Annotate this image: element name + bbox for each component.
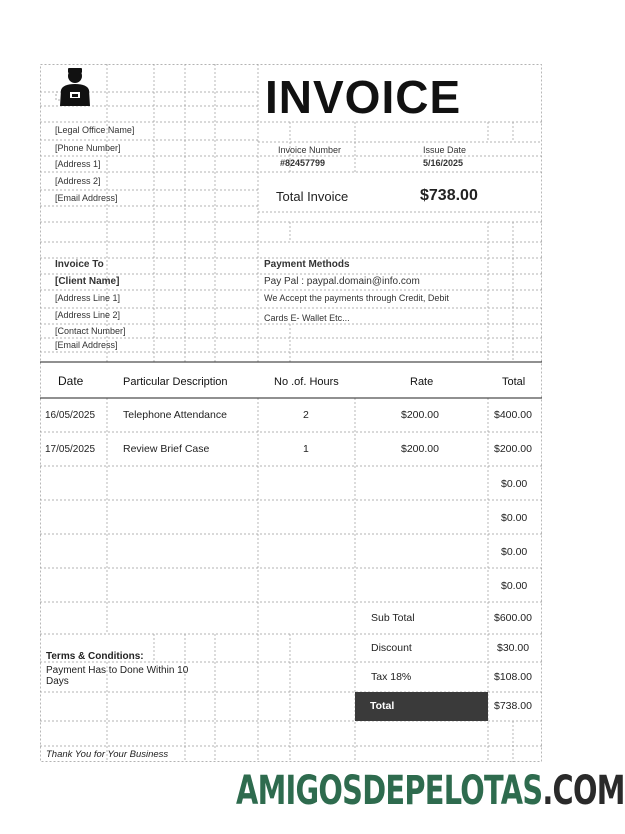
- table-row-3-total: $0.00: [501, 478, 528, 490]
- discount-label: Discount: [371, 642, 412, 654]
- table-row-6-total: $0.00: [501, 580, 528, 592]
- invoice-number-value: #82457799: [280, 158, 326, 168]
- client-email: [Email Address]: [55, 340, 118, 350]
- client-name: [Client Name]: [55, 276, 120, 287]
- total-invoice-label: Total Invoice: [276, 189, 349, 204]
- tax-value: $108.00: [494, 671, 532, 683]
- total-invoice-value: $738.00: [420, 187, 478, 204]
- payment-note-line-1: We Accept the payments through Credit, Debit: [264, 293, 449, 303]
- brand-tld: .COM: [542, 768, 625, 814]
- table-row-2-date: 17/05/2025: [45, 444, 96, 455]
- terms-heading: Terms & Conditions:: [46, 651, 144, 662]
- col-header-description: Particular Description: [123, 376, 228, 388]
- brand-watermark: [236, 768, 625, 814]
- payment-methods-heading: Payment Methods: [264, 259, 350, 270]
- paypal-info: Pay Pal : paypal.domain@info.com: [264, 276, 420, 287]
- grand-total-label: Total: [370, 700, 395, 712]
- col-header-total: Total: [502, 376, 526, 388]
- invoice-sheet: [40, 64, 542, 762]
- table-row-1-date: 16/05/2025: [45, 410, 96, 421]
- client-contact-number: [Contact Number]: [55, 326, 126, 336]
- table-row-2-rate: $200.00: [401, 443, 439, 455]
- col-header-hours: No .of. Hours: [274, 376, 339, 388]
- payment-note-line-2: Cards E- Wallet Etc...: [264, 313, 350, 323]
- tax-label: Tax 18%: [371, 671, 412, 683]
- table-row-1-rate: $200.00: [401, 409, 439, 421]
- table-row-1-desc: Telephone Attendance: [123, 409, 227, 421]
- terms-line-2: Days: [46, 676, 69, 687]
- client-address-line-1: [Address Line 1]: [55, 293, 121, 303]
- discount-value: $30.00: [497, 642, 530, 654]
- table-row-2-total: $200.00: [494, 443, 532, 455]
- issue-date-value: 5/16/2025: [423, 158, 464, 168]
- grand-total-value: $738.00: [494, 700, 532, 712]
- office-address-1: [Address 1]: [55, 159, 101, 169]
- invoice-number-label: Invoice Number: [278, 145, 342, 155]
- thank-you-note: Thank You for Your Business: [46, 749, 169, 760]
- subtotal-label: Sub Total: [371, 612, 415, 624]
- table-row-2-desc: Review Brief Case: [123, 443, 210, 455]
- invoice-to-heading: Invoice To: [55, 259, 104, 270]
- office-phone: [Phone Number]: [55, 143, 121, 153]
- office-name: [Legal Office Name]: [55, 125, 135, 135]
- subtotal-value: $600.00: [494, 612, 532, 624]
- grand-total-label-cell: [355, 692, 488, 721]
- invoice-title: INVOICE: [265, 71, 462, 123]
- office-email: [Email Address]: [55, 193, 118, 203]
- client-address-line-2: [Address Line 2]: [55, 310, 121, 320]
- office-address-2: [Address 2]: [55, 176, 101, 186]
- col-header-date: Date: [58, 374, 84, 388]
- lawyer-person-icon: [55, 66, 95, 108]
- terms-line-1: Payment Has to Done Within 10: [46, 665, 189, 676]
- table-row-5-total: $0.00: [501, 546, 528, 558]
- col-header-rate: Rate: [410, 376, 434, 388]
- table-row-1-total: $400.00: [494, 409, 532, 421]
- table-row-4-total: $0.00: [501, 512, 528, 524]
- brand-name: AMIGOSDEPELOTAS: [236, 768, 543, 814]
- table-row-2-hours: 1: [303, 443, 309, 455]
- issue-date-label: Issue Date: [423, 145, 467, 155]
- table-row-1-hours: 2: [303, 409, 309, 421]
